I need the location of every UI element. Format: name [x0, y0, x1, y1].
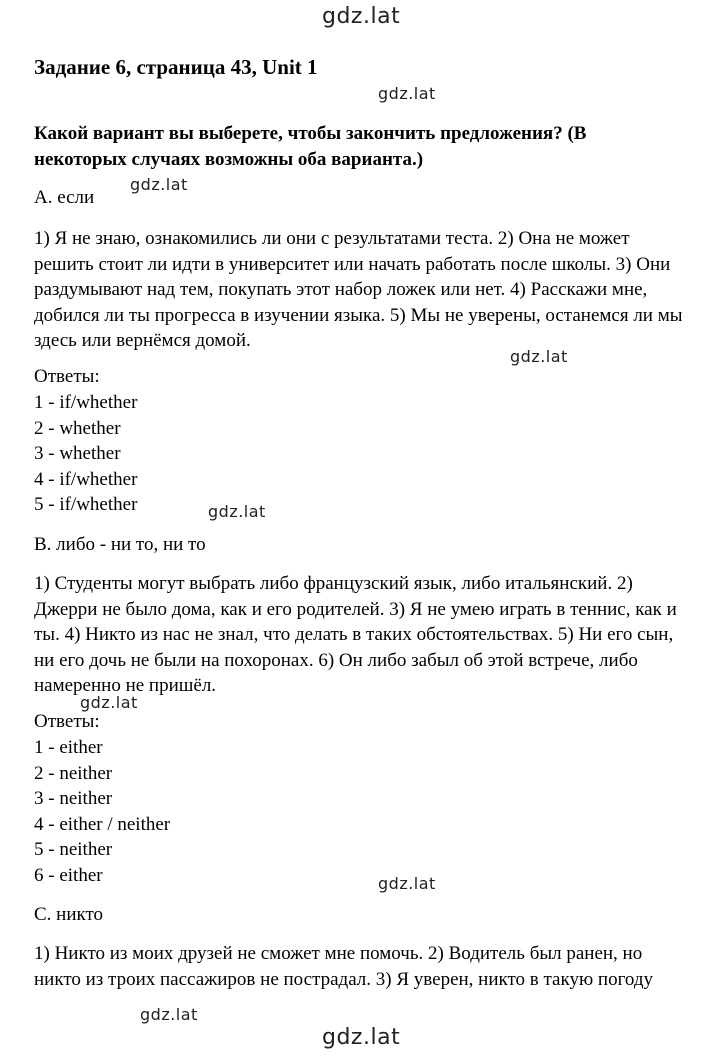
section-c-text: 1) Никто из моих друзей не сможет мне помочь. 2) Водитель был ранен, но никто из троих пассажиров не пострадал. 3) Я уверен, никто в такую погоду — [34, 943, 654, 990]
section-b-heading: В. либо - ни то, ни то — [34, 534, 206, 555]
section-a-text: 1) Я не знаю, ознакомились ли они с результатами теста. 2) Она не может решить стоит ли идти в университет или начать работать после школы. 3) Они раздумывают над тем, покупать этот набор ложек или нет. 4) Расскажи мне, добился ли ты прогресса в изучении языка. 5) Мы не уверены, останемся ли мы здесь или вернёмся домой. — [34, 228, 683, 351]
answer-item: 3 - whether — [34, 443, 121, 464]
answer-item: 1 - either — [34, 737, 103, 758]
watermark: gdz.lat — [140, 1005, 198, 1024]
task-question: Какой вариант вы выберете, чтобы закончить предложения? (В некоторых случаях возможны оба варианта.) — [34, 123, 587, 170]
answer-item: 5 - if/whether — [34, 494, 138, 515]
answer-item: 3 - neither — [34, 788, 113, 809]
answer-item: 4 - if/whether — [34, 468, 138, 490]
watermark: gdz.lat — [322, 4, 401, 29]
watermark: gdz.lat — [130, 175, 188, 194]
section-a-answers-list — [34, 390, 137, 518]
answer-item: 2 - neither — [34, 762, 113, 784]
section-a-answers-label: Ответы: — [34, 366, 100, 387]
watermark: gdz.lat — [80, 693, 138, 712]
section-c-heading: С. никто — [34, 904, 104, 925]
answer-item: 6 - either — [34, 864, 103, 886]
section-b-answers-label: Ответы: — [34, 711, 100, 732]
answer-item: 1 - if/whether — [34, 392, 138, 413]
page-title: Задание 6, страница 43, Unit 1 — [34, 55, 318, 79]
answer-item: 5 - neither — [34, 839, 113, 860]
watermark: gdz.lat — [378, 84, 436, 103]
section-b-answers-list — [34, 735, 170, 888]
section-a-heading: А. если — [34, 187, 95, 208]
watermark: gdz.lat — [510, 347, 568, 366]
watermark: gdz.lat — [322, 1025, 401, 1050]
watermark: gdz.lat — [378, 874, 436, 893]
section-b-text: 1) Студенты могут выбрать либо французский язык, либо итальянский. 2) Джерри не было дома, как и его родителей. 3) Я не умею играть в теннис, как и ты. 4) Никто из нас не знал, что делать в таких обстоятельствах. 5) Ни его сын, ни его дочь не были на похоронах. 6) Он либо забыл об этой встрече, либо намеренно не пришёл. — [34, 573, 677, 696]
watermark: gdz.lat — [208, 502, 266, 521]
answer-item: 4 - either / neither — [34, 813, 171, 835]
answer-item: 2 - whether — [34, 417, 121, 439]
